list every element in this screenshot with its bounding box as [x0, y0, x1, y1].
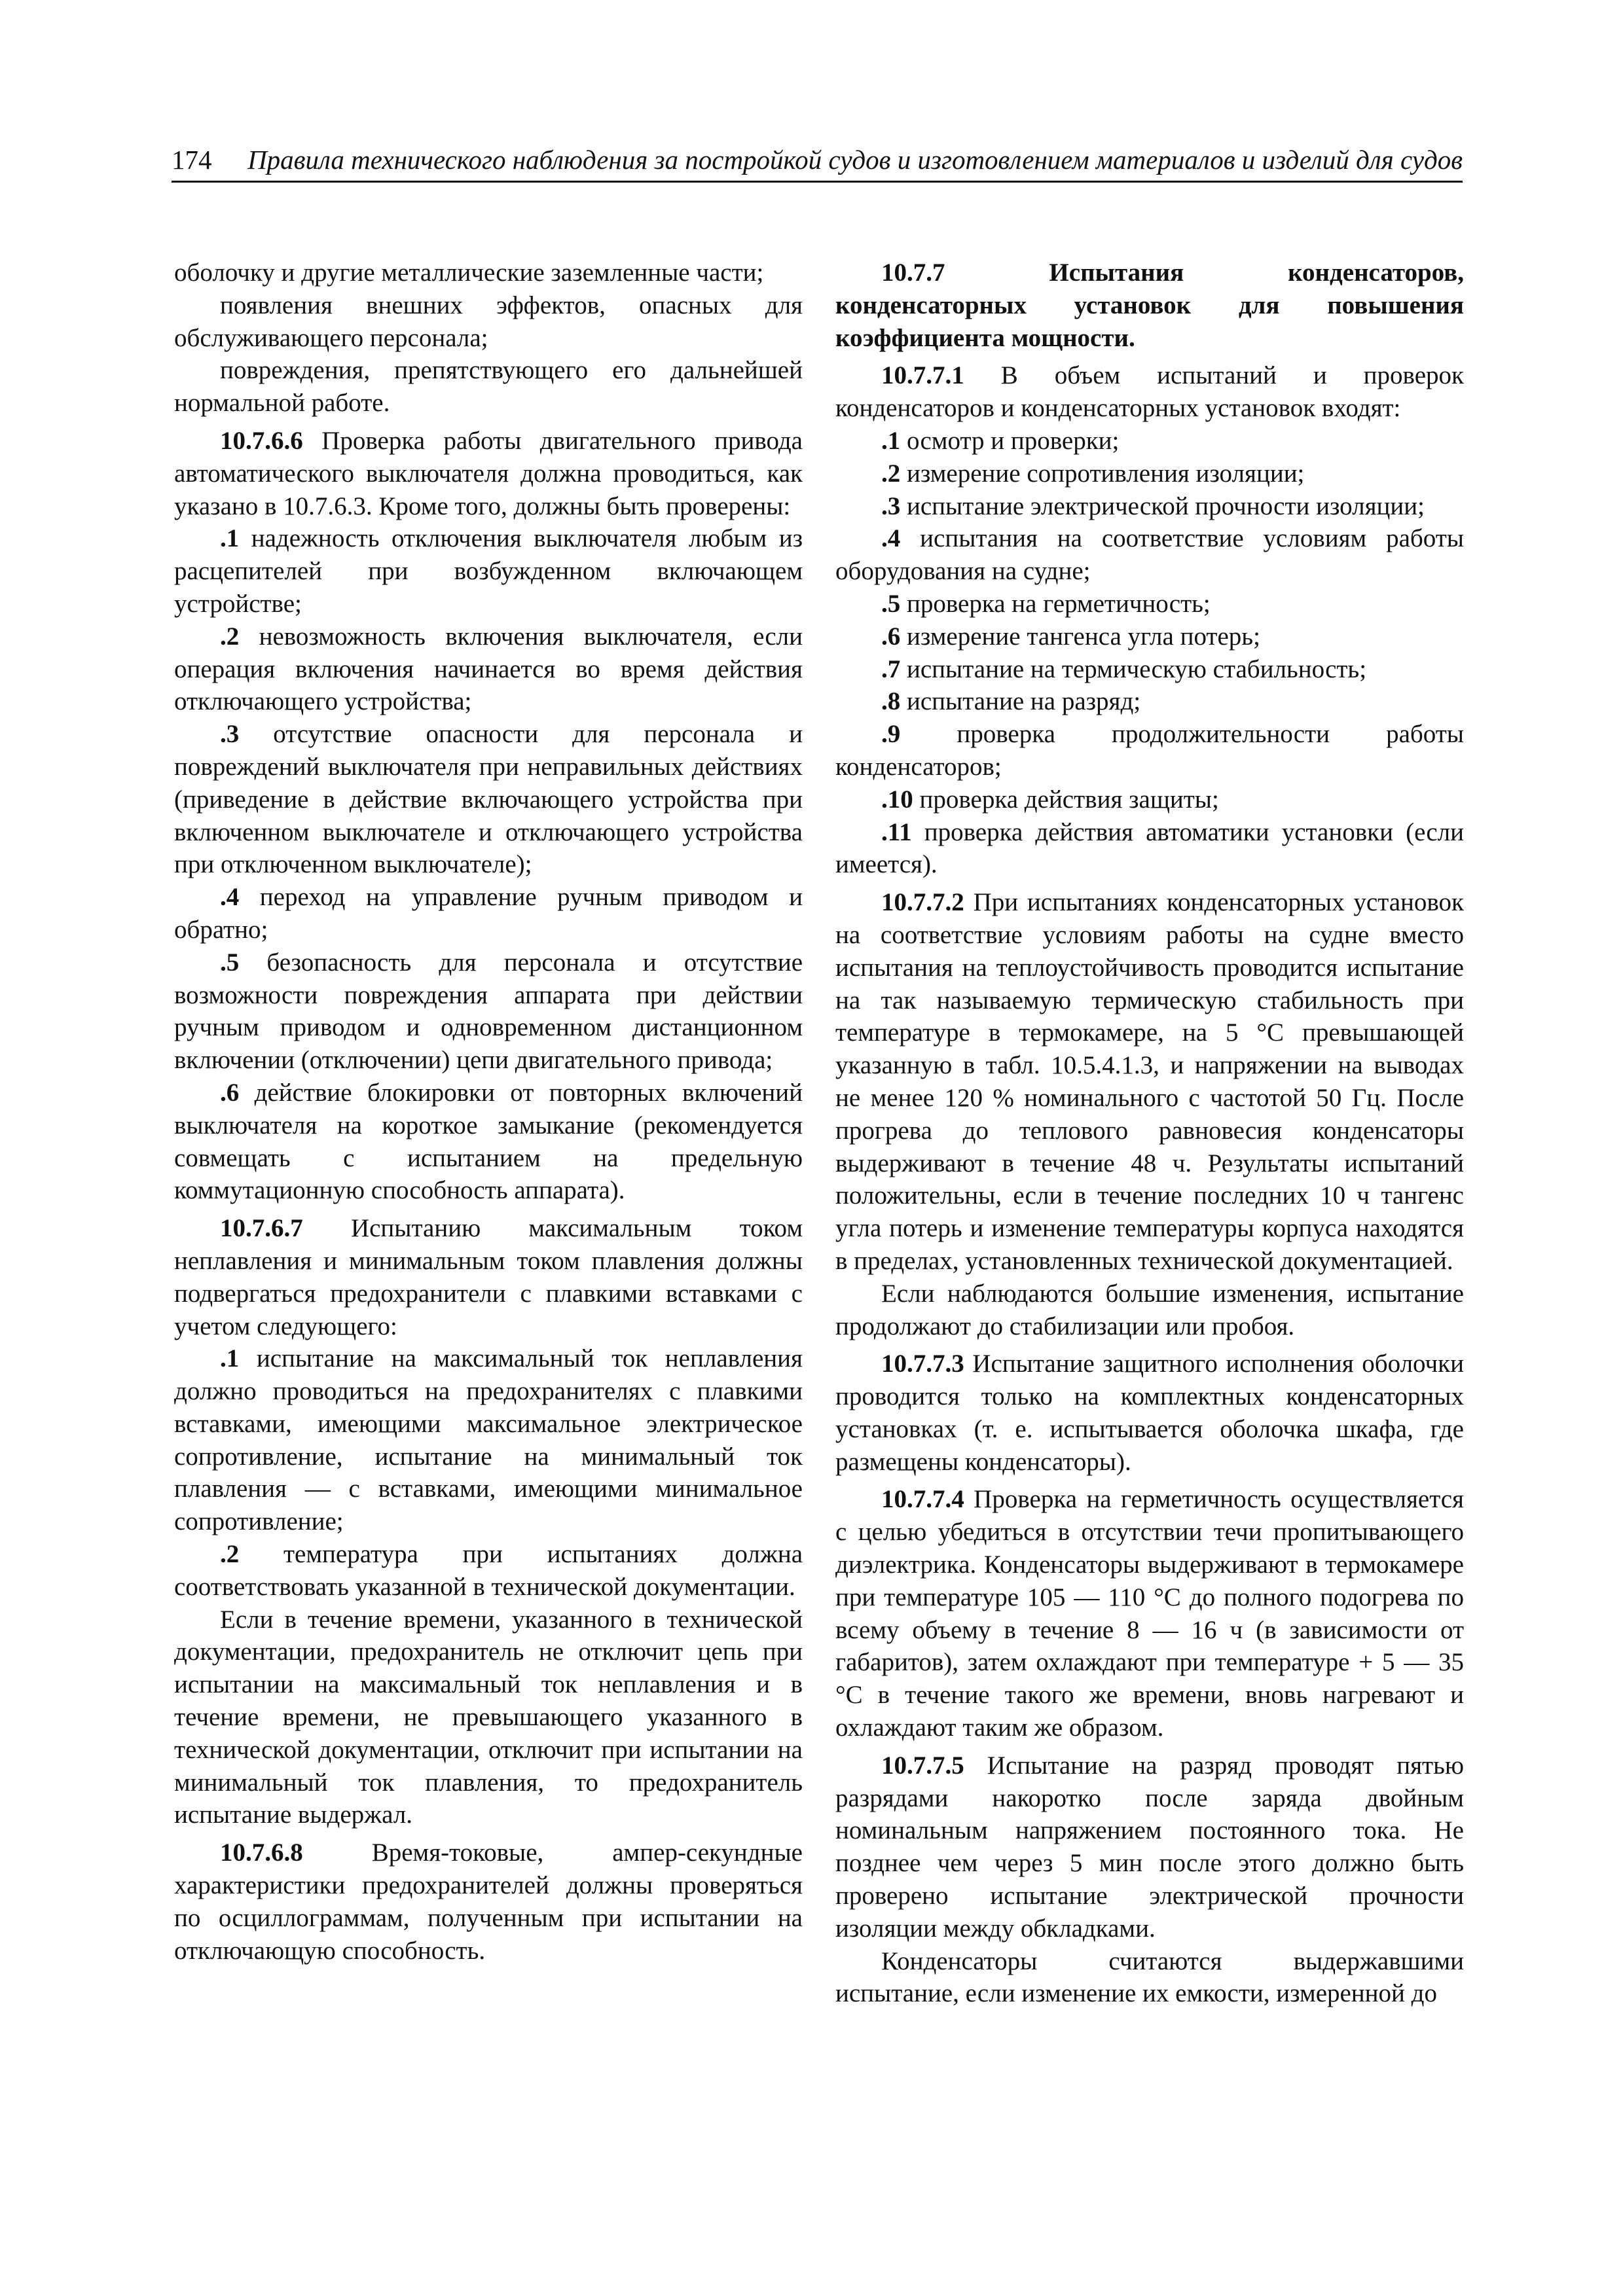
paragraph — [835, 783, 1464, 816]
paragraph-text: испытания на соответствие условиям работы оборудования на судне; — [835, 524, 1464, 586]
paragraph — [835, 685, 1464, 718]
paragraph-text: Если наблюдаются большие изменения, испытание продолжают до стабилизации или пробоя. — [835, 1279, 1464, 1340]
page-header — [172, 143, 1463, 183]
paragraph — [835, 522, 1464, 588]
clause-number: .8 — [881, 687, 901, 716]
clause-number: .4 — [881, 524, 901, 553]
paragraph — [174, 1604, 803, 1832]
paragraph-text: невозможность включения выключателя, если операция включения начинается во время действия отключающего устройства; — [174, 622, 803, 716]
paragraph — [174, 1212, 803, 1342]
clause-number: .4 — [220, 883, 240, 912]
paragraph — [835, 457, 1464, 490]
paragraph-text: надежность отключения выключателя любым из расцепителей при возбужденном включающем устройстве; — [174, 524, 803, 618]
left-column — [174, 257, 803, 1967]
clause-number: .1 — [881, 426, 901, 455]
paragraph — [835, 653, 1464, 686]
paragraph — [174, 1342, 803, 1538]
clause-number: 10.7.7.3 — [881, 1350, 964, 1378]
paragraph — [174, 946, 803, 1077]
paragraph — [835, 1749, 1464, 1945]
clause-number: 10.7.7.1 — [881, 361, 964, 390]
paragraph — [174, 425, 803, 522]
clause-number: .3 — [881, 492, 901, 520]
paragraph-text: Испытанию максимальным током неплавления и минимальным током плавления должны подвергаться предохранители с плавкими вставками с учетом следующего: — [174, 1214, 803, 1340]
paragraph — [835, 1483, 1464, 1744]
paragraph-text: Испытание защитного исполнения оболочки проводится только на комплектных конденсаторных установках (т. е. испытывается оболочка шкафа, где размещены конденсаторы). — [835, 1350, 1464, 1476]
clause-number: 10.7.6.7 — [220, 1214, 303, 1243]
paragraph — [835, 1945, 1464, 2011]
section-heading: 10.7.7 Испытания конденсаторов, конденсаторных установок для повышения коэффициента мощности. — [835, 259, 1464, 352]
paragraph — [174, 881, 803, 946]
paragraph-text: безопасность для персонала и отсутствие возможности повреждения аппарата при действии ручным приводом и одновременном дистанционном включении (отключении) цепи двигательного привода; — [174, 948, 803, 1075]
paragraph-text: измерение тангенса угла потерь; — [900, 622, 1260, 651]
paragraph-text: появления внешних эффектов, опасных для обслуживающего персонала; — [174, 291, 803, 352]
paragraph-text: осмотр и проверки; — [900, 426, 1120, 455]
clause-number: .7 — [881, 655, 901, 683]
paragraph-text: испытание на разряд; — [900, 687, 1141, 716]
paragraph-text: испытание на термическую стабильность; — [900, 655, 1367, 683]
clause-number: .1 — [220, 524, 240, 553]
clause-number: .2 — [220, 1540, 240, 1569]
paragraph — [174, 1077, 803, 1207]
clause-number: .1 — [220, 1344, 240, 1373]
clause-number: .2 — [881, 459, 901, 488]
paragraph-text: проверка действия автоматики установки (если имеется). — [835, 817, 1464, 879]
paragraph — [835, 886, 1464, 1278]
clause-number: .9 — [881, 720, 901, 749]
clause-number: 10.7.6.8 — [220, 1839, 303, 1867]
paragraph-text: испытание электрической прочности изоляции; — [900, 492, 1425, 520]
clause-number: .6 — [220, 1078, 240, 1107]
clause-number: .2 — [220, 622, 240, 651]
paragraph-text: отсутствие опасности для персонала и повреждений выключателя при неправильных действиях (приведение в действие включающего устройства при включенном выключателе и отключающего устройства при отключенном выключателе); — [174, 720, 803, 879]
paragraph — [835, 1278, 1464, 1343]
paragraph-text: повреждения, препятствующего его дальнейшей нормальной работе. — [174, 356, 803, 418]
paragraph-text: испытание на максимальный ток неплавления должно проводиться на предохранителях с плавкими вставками, имеющими максимальное электрическое сопротивление, испытание на минимальный ток плавления — с вставками, имеющими минимальное сопротивление; — [174, 1344, 803, 1536]
paragraph-text: проверка на герметичность; — [900, 589, 1211, 618]
paragraph — [835, 425, 1464, 457]
paragraph — [174, 1837, 803, 1967]
paragraph-text: Проверка на герметичность осуществляется с целью убедиться в отсутствии течи пропитывающего диэлектрика. Конденсаторы выдерживают в термокамере при температуре 105 — 110 °С до полного подогрева по всему объему в течение 8 — 16 ч (в зависимости от габаритов), затем охлаждают при температуре + 5 — 35 °С в течение такого же времени, вновь нагревают и охлаждают таким же образом. — [835, 1485, 1464, 1742]
paragraph — [174, 289, 803, 355]
paragraph — [835, 490, 1464, 523]
right-column — [835, 257, 1464, 2010]
paragraph-text: Время-токовые, ампер-секундные характеристики предохранителей должны проверяться по осциллограммам, полученным при испытании на отключающую способность. — [174, 1839, 803, 1965]
paragraph-text: Если в течение времени, указанного в технической документации, предохранитель не отключит цепь при испытании на максимальный ток неплавления и в течение времени, не превышающего указанного в технической документации, отключит при испытании на минимальный ток плавления, то предохранитель испытание выдержал. — [174, 1605, 803, 1829]
paragraph-text: действие блокировки от повторных включений выключателя на короткое замыкание (рекомендуется совмещать с испытанием на предельную коммутационную способность аппарата). — [174, 1078, 803, 1205]
clause-number: 10.7.7.4 — [881, 1485, 964, 1514]
paragraph-text: оболочку и другие металлические заземленные части; — [174, 259, 764, 287]
paragraph-text: При испытаниях конденсаторных установок на соответствие условиям работы на судне вместо испытания на теплоустойчивость проводится испытание на так называемую термическую стабильность при температуре в термокамере, на 5 °С превышающей указанную в табл. 10.5.4.1.3, и напряжении на выводах не менее 120 % номинального с частотой 50 Гц. После прогрева до теплового равновесия конденсаторы выдерживают в течение 48 ч. Результаты испытаний положительны, если в течение последних 10 ч тангенс угла потерь и изменение температуры корпуса находятся в пределах, установленных технической документацией. — [835, 888, 1464, 1275]
clause-number: .11 — [881, 817, 912, 846]
paragraph — [835, 1348, 1464, 1478]
clause-number: 10.7.7.5 — [881, 1751, 964, 1780]
clause-number: 10.7.7.2 — [881, 888, 964, 917]
running-title: Правила технического наблюдения за постройкой судов и изготовлением материалов и изделий для судов — [247, 145, 1463, 175]
paragraph — [174, 620, 803, 718]
clause-number: 10.7.6.6 — [220, 426, 303, 455]
paragraph — [835, 359, 1464, 425]
paragraph-text: Проверка работы двигательного привода автоматического выключателя должна проводиться, как указано в 10.7.6.3. Кроме того, должны быть проверены: — [174, 426, 803, 520]
clause-number: .5 — [881, 589, 901, 618]
paragraph — [835, 718, 1464, 783]
paragraph — [174, 718, 803, 881]
paragraph — [174, 522, 803, 620]
paragraph-text: температура при испытаниях должна соответствовать указанной в технической документации. — [174, 1540, 803, 1601]
paragraph — [835, 816, 1464, 882]
paragraph — [174, 354, 803, 420]
clause-number: .6 — [881, 622, 901, 651]
clause-number: .10 — [881, 785, 913, 814]
paragraph — [174, 257, 803, 289]
paragraph-text: проверка продолжительности работы конденсаторов; — [835, 720, 1464, 781]
paragraph-text: измерение сопротивления изоляции; — [900, 459, 1305, 488]
paragraph-text: В объем испытаний и проверок конденсаторов и конденсаторных установок входят: — [835, 361, 1464, 423]
clause-number: .5 — [220, 948, 240, 977]
paragraph — [835, 588, 1464, 620]
paragraph-text: Конденсаторы считаются выдержавшими испытание, если изменение их емкости, измеренной до — [835, 1946, 1464, 2008]
paragraph — [174, 1538, 803, 1604]
paragraph-text: переход на управление ручным приводом и обратно; — [174, 883, 803, 944]
paragraph-text: проверка действия защиты; — [913, 785, 1219, 814]
clause-number: .3 — [220, 720, 240, 749]
page-number: 174 — [172, 145, 212, 175]
paragraph — [835, 620, 1464, 653]
paragraph-text: Испытание на разряд проводят пятью разрядами накоротко после заряда двойным номинальным напряжением постоянного тока. Не позднее чем через 5 мин после этого должно быть проверено испытание электрической прочности изоляции между обкладками. — [835, 1751, 1464, 1943]
